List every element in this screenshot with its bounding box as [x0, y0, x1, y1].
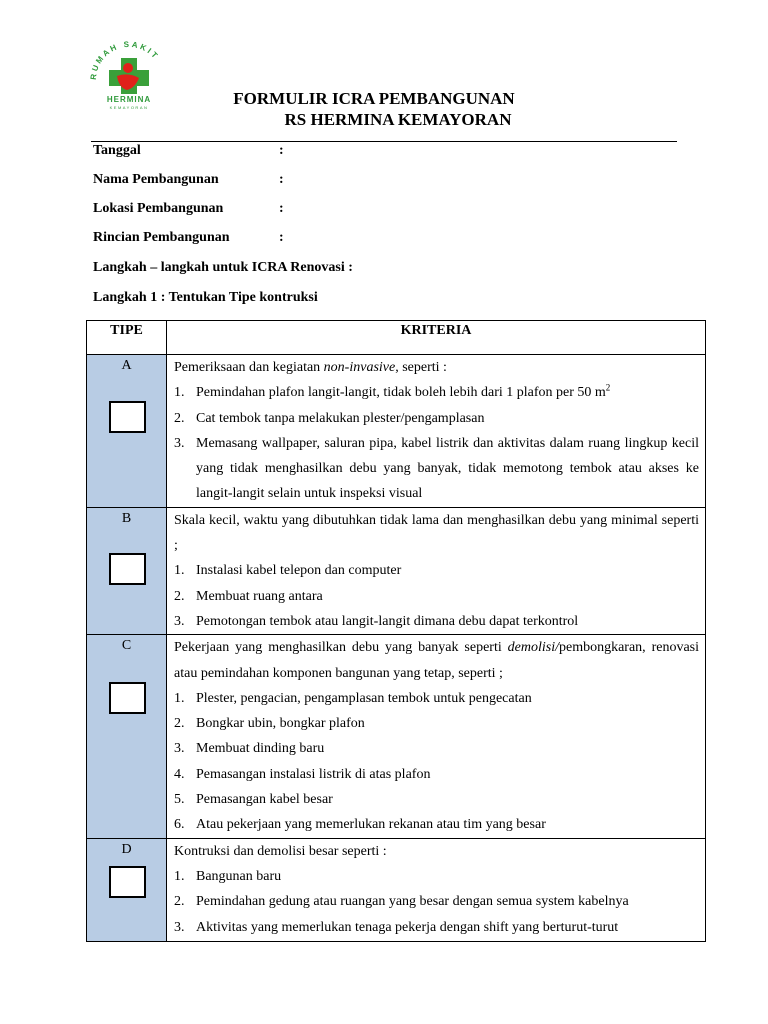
logo-arc-text: RUMAH SAKIT	[88, 40, 161, 81]
list-item: 1. Pemindahan plafon langit-langit, tidak boleh lebih dari 1 plafon per 50 $m^2$	[174, 382, 611, 401]
list-item: 1. Instalasi kabel telepon dan computer	[174, 563, 402, 579]
logo-sub: KEMAYORAN	[109, 105, 149, 110]
list-item: 2. Membuat ruang antara	[174, 588, 323, 604]
logo-name: HERMINA	[106, 95, 152, 104]
mother-figure-icon	[123, 63, 133, 73]
list-item: 4. Pemasangan instalasi listrik di atas plafon	[174, 766, 431, 782]
list-item: 3. Membuat dinding baru	[174, 741, 325, 757]
table-row	[87, 838, 706, 941]
criteria-intro: Pemeriksaan dan kegiatan non-invasive, seperti :	[174, 360, 447, 375]
field-colon: :	[279, 230, 284, 245]
criteria-table	[86, 320, 706, 942]
steps-heading: Langkah – langkah untuk ICRA Renovasi :	[93, 260, 353, 275]
list-item: 2. Bongkar ubin, bongkar plafon	[174, 716, 365, 732]
list-item: 3. Pemotongan tembok atau langit-langit dimana debu dapat terkontrol	[174, 613, 579, 629]
list-item: 2. Cat tembok tanpa melakukan plester/pengamplasan	[174, 410, 485, 426]
step1-heading: Langkah 1 : Tentukan Tipe kontruksi	[93, 290, 318, 305]
type-letter: C	[121, 638, 132, 654]
type-b-checkbox[interactable]	[109, 553, 146, 585]
field-label-lokasi: Lokasi Pembangunan	[93, 201, 224, 216]
list-item: 2. Pemindahan gedung atau ruangan yang besar dengan semua system kabelnya	[174, 894, 629, 910]
criteria-intro: Skala kecil, waktu yang dibutuhkan tidak lama dan menghasilkan debu yang minimal seperti ;	[174, 512, 699, 554]
field-colon: :	[279, 143, 284, 158]
hospital-title: RS HERMINA KEMAYORAN	[284, 110, 512, 129]
type-d-checkbox[interactable]	[109, 866, 146, 898]
list-item: 1. Bangunan baru	[174, 868, 282, 884]
header-tipe: TIPE	[87, 321, 167, 355]
form-title: FORMULIR ICRA PEMBANGUNAN	[233, 89, 515, 108]
field-label-tanggal: Tanggal	[93, 143, 141, 158]
type-letter: D	[121, 841, 132, 857]
list-item: 1. Plester, pengacian, pengamplasan tembok untuk pengecatan	[174, 690, 532, 706]
header-divider	[91, 141, 677, 142]
table-row	[87, 507, 706, 634]
criteria-intro: Pekerjaan yang menghasilkan debu yang banyak seperti demolisi/pembongkaran, renovasi atau pemindahan komponen bangunan yang tetap, seperti ;	[174, 640, 700, 681]
field-label-nama: Nama Pembangunan	[93, 172, 219, 187]
table-row	[87, 635, 706, 838]
type-letter: B	[121, 510, 132, 526]
field-colon: :	[279, 201, 284, 216]
type-c-checkbox[interactable]	[109, 682, 146, 714]
field-label-rincian: Rincian Pembangunan	[93, 230, 230, 245]
list-item: 5. Pemasangan kabel besar	[174, 792, 333, 808]
criteria-intro: Kontruksi dan demolisi besar seperti :	[174, 843, 387, 859]
list-item: 3. Memasang wallpaper, saluran pipa, kabel listrik dan aktivitas dalam ruang lingkup kecil yang tidak menghasilkan debu yang banyak, tidak memotong tembok atau akses ke langit-langit selain untuk inspeksi visual	[174, 435, 699, 502]
field-colon: :	[279, 172, 284, 187]
list-item: 6. Atau pekerjaan yang memerlukan rekanan atau tim yang besar	[174, 817, 546, 833]
header-kriteria: KRITERIA	[167, 321, 706, 355]
type-letter: A	[121, 358, 132, 373]
type-a-checkbox[interactable]	[109, 401, 146, 433]
list-item: 3. Aktivitas yang memerlukan tenaga pekerja dengan shift yang berturut-turut	[174, 919, 619, 935]
table-row	[87, 355, 706, 508]
